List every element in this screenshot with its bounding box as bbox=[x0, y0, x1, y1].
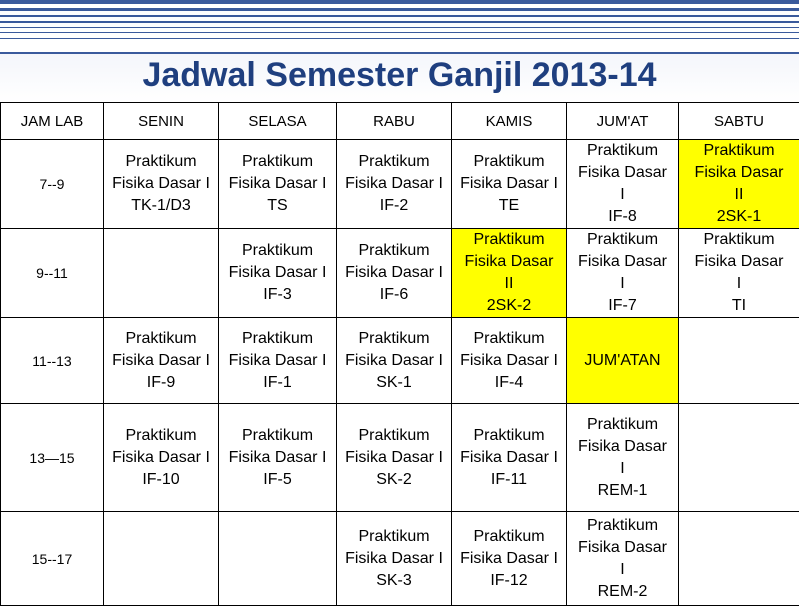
schedule-cell-line: Fisika Dasar bbox=[452, 251, 566, 273]
schedule-cell bbox=[337, 140, 452, 229]
decor-stripe-2 bbox=[0, 8, 799, 11]
schedule-cell-line: Praktikum bbox=[452, 526, 566, 548]
schedule-cell-line: Fisika Dasar I bbox=[452, 548, 566, 570]
schedule-cell-line: SK-1 bbox=[337, 372, 451, 394]
schedule-cell bbox=[567, 512, 679, 606]
schedule-cell-line: I bbox=[679, 273, 799, 295]
schedule-cell-line: Praktikum bbox=[104, 328, 218, 350]
schedule-cell-line: Praktikum bbox=[567, 515, 678, 537]
schedule-cell-line: Fisika Dasar I bbox=[337, 548, 451, 570]
schedule-cell bbox=[104, 512, 219, 606]
schedule-cell-line: Fisika Dasar bbox=[567, 537, 678, 559]
schedule-cell-line: IF-1 bbox=[219, 372, 336, 394]
schedule-cell-line: Praktikum bbox=[219, 425, 336, 447]
schedule-cell bbox=[104, 404, 219, 512]
schedule-cell-line: Fisika Dasar I bbox=[104, 350, 218, 372]
decor-stripe-4 bbox=[0, 21, 799, 23]
schedule-cell-line: 2SK-2 bbox=[452, 295, 566, 317]
schedule-cell-line: Fisika Dasar I bbox=[104, 173, 218, 195]
schedule-cell bbox=[452, 140, 567, 229]
schedule-cell-line: Fisika Dasar I bbox=[219, 447, 336, 469]
decor-stripe-6 bbox=[0, 32, 799, 33]
schedule-cell-line: IF-5 bbox=[219, 469, 336, 491]
schedule-cell-line: SK-3 bbox=[337, 570, 451, 592]
schedule-cell-line: Fisika Dasar bbox=[567, 436, 678, 458]
schedule-cell bbox=[337, 229, 452, 318]
schedule-cell-line: Fisika Dasar I bbox=[219, 262, 336, 284]
header-senin: SENIN bbox=[104, 103, 219, 140]
schedule-cell-line: Praktikum bbox=[104, 151, 218, 173]
schedule-cell-line: IF-9 bbox=[104, 372, 218, 394]
schedule-cell-line: Praktikum bbox=[337, 328, 451, 350]
schedule-cell-line: Fisika Dasar I bbox=[104, 447, 218, 469]
schedule-cell bbox=[452, 512, 567, 606]
schedule-cell-line: I bbox=[567, 559, 678, 581]
schedule-cell-line: Praktikum bbox=[219, 151, 336, 173]
time-slot-cell: 7--9 bbox=[1, 140, 104, 229]
schedule-cell-line: Praktikum bbox=[567, 229, 678, 251]
table-row bbox=[1, 404, 799, 512]
table-row bbox=[1, 318, 799, 404]
schedule-cell-line: TE bbox=[452, 195, 566, 217]
schedule-cell-line: I bbox=[567, 458, 678, 480]
schedule-cell-line: II bbox=[679, 184, 799, 206]
schedule-cell bbox=[219, 318, 337, 404]
schedule-cell-line: Praktikum bbox=[219, 328, 336, 350]
schedule-cell bbox=[567, 140, 679, 229]
schedule-cell-line: TI bbox=[679, 295, 799, 317]
schedule-cell-line: Fisika Dasar I bbox=[337, 173, 451, 195]
schedule-cell bbox=[104, 318, 219, 404]
schedule-cell-line: Fisika Dasar bbox=[679, 251, 799, 273]
schedule-cell-line: I bbox=[567, 184, 678, 206]
time-slot-cell: 9--11 bbox=[1, 229, 104, 318]
schedule-cell-line: Praktikum bbox=[219, 240, 336, 262]
schedule-cell-line: Fisika Dasar I bbox=[337, 262, 451, 284]
schedule-cell-line: Fisika Dasar I bbox=[337, 350, 451, 372]
schedule-cell bbox=[219, 140, 337, 229]
schedule-cell-line: Praktikum bbox=[337, 526, 451, 548]
schedule-cell-line: Praktikum bbox=[337, 151, 451, 173]
schedule-cell-line: IF-2 bbox=[337, 195, 451, 217]
schedule-cell-line: IF-11 bbox=[452, 469, 566, 491]
schedule-cell bbox=[104, 140, 219, 229]
schedule-cell bbox=[452, 318, 567, 404]
schedule-cell-line: Praktikum bbox=[452, 328, 566, 350]
schedule-cell-line: Fisika Dasar I bbox=[219, 173, 336, 195]
schedule-cell-line: IF-4 bbox=[452, 372, 566, 394]
schedule-cell-line: 2SK-1 bbox=[679, 206, 799, 228]
schedule-cell-line: REM-1 bbox=[567, 480, 678, 502]
header-row bbox=[1, 103, 799, 140]
schedule-cell-line: Fisika Dasar I bbox=[219, 350, 336, 372]
schedule-cell-line: Fisika Dasar bbox=[567, 251, 678, 273]
page-title: Jadwal Semester Ganjil 2013-14 bbox=[0, 56, 799, 95]
decor-stripe-3 bbox=[0, 15, 799, 17]
schedule-cell bbox=[219, 229, 337, 318]
schedule-cell-line: Fisika Dasar I bbox=[452, 173, 566, 195]
schedule-cell bbox=[337, 512, 452, 606]
schedule-cell-line: Fisika Dasar I bbox=[337, 447, 451, 469]
table-row bbox=[1, 229, 799, 318]
schedule-cell bbox=[679, 512, 799, 606]
schedule-cell-line: Praktikum bbox=[679, 229, 799, 251]
table-row bbox=[1, 140, 799, 229]
schedule-table bbox=[0, 102, 799, 606]
schedule-cell-line: Praktikum bbox=[337, 425, 451, 447]
schedule-cell-line: Praktikum bbox=[452, 425, 566, 447]
schedule-cell bbox=[452, 404, 567, 512]
time-slot-cell: 15--17 bbox=[1, 512, 104, 606]
schedule-cell-line: REM-2 bbox=[567, 581, 678, 603]
schedule-cell-line: Fisika Dasar I bbox=[452, 447, 566, 469]
schedule-cell-line: Fisika Dasar bbox=[567, 162, 678, 184]
schedule-cell bbox=[679, 318, 799, 404]
schedule-cell-line: Praktikum bbox=[567, 140, 678, 162]
decor-stripe-7 bbox=[0, 38, 799, 39]
decor-stripe-5 bbox=[0, 27, 799, 28]
schedule-cell bbox=[104, 229, 219, 318]
schedule-cell-line: Fisika Dasar I bbox=[452, 350, 566, 372]
schedule-cell-line: TK-1/D3 bbox=[104, 195, 218, 217]
schedule-cell-line: Praktikum bbox=[104, 425, 218, 447]
schedule-cell-line: IF-12 bbox=[452, 570, 566, 592]
schedule-cell-line: JUM'ATAN bbox=[567, 350, 678, 372]
schedule-cell bbox=[337, 318, 452, 404]
schedule-cell bbox=[567, 318, 679, 404]
schedule-cell bbox=[679, 140, 799, 229]
header-kamis: KAMIS bbox=[452, 103, 567, 140]
schedule-cell-line: Praktikum bbox=[337, 240, 451, 262]
schedule-cell-line: IF-6 bbox=[337, 284, 451, 306]
schedule-cell-line: IF-8 bbox=[567, 206, 678, 228]
header-jumat: JUM'AT bbox=[567, 103, 679, 140]
table-row bbox=[1, 512, 799, 606]
schedule-cell-line: Praktikum bbox=[567, 414, 678, 436]
schedule-cell-line: SK-2 bbox=[337, 469, 451, 491]
time-slot-cell: 11--13 bbox=[1, 318, 104, 404]
schedule-cell-line: Praktikum bbox=[679, 140, 799, 162]
schedule-cell-line: IF-3 bbox=[219, 284, 336, 306]
decor-stripe-1 bbox=[0, 0, 799, 4]
schedule-cell-line: IF-10 bbox=[104, 469, 218, 491]
header-selasa: SELASA bbox=[219, 103, 337, 140]
header-rabu: RABU bbox=[337, 103, 452, 140]
schedule-cell-line: Praktikum bbox=[452, 151, 566, 173]
schedule-cell bbox=[679, 404, 799, 512]
schedule-cell bbox=[679, 229, 799, 318]
schedule-cell bbox=[452, 229, 567, 318]
schedule-cell bbox=[567, 404, 679, 512]
time-slot-cell: 13—15 bbox=[1, 404, 104, 512]
schedule-cell-line: II bbox=[452, 273, 566, 295]
header-jam-lab: JAM LAB bbox=[1, 103, 104, 140]
schedule-cell-line: Fisika Dasar bbox=[679, 162, 799, 184]
schedule-cell-line: TS bbox=[219, 195, 336, 217]
schedule-cell bbox=[337, 404, 452, 512]
schedule-cell bbox=[567, 229, 679, 318]
header-sabtu: SABTU bbox=[679, 103, 799, 140]
schedule-cell-line: I bbox=[567, 273, 678, 295]
schedule-cell-line: IF-7 bbox=[567, 295, 678, 317]
schedule-cell bbox=[219, 512, 337, 606]
schedule-cell-line: Praktikum bbox=[452, 229, 566, 251]
schedule-cell bbox=[219, 404, 337, 512]
